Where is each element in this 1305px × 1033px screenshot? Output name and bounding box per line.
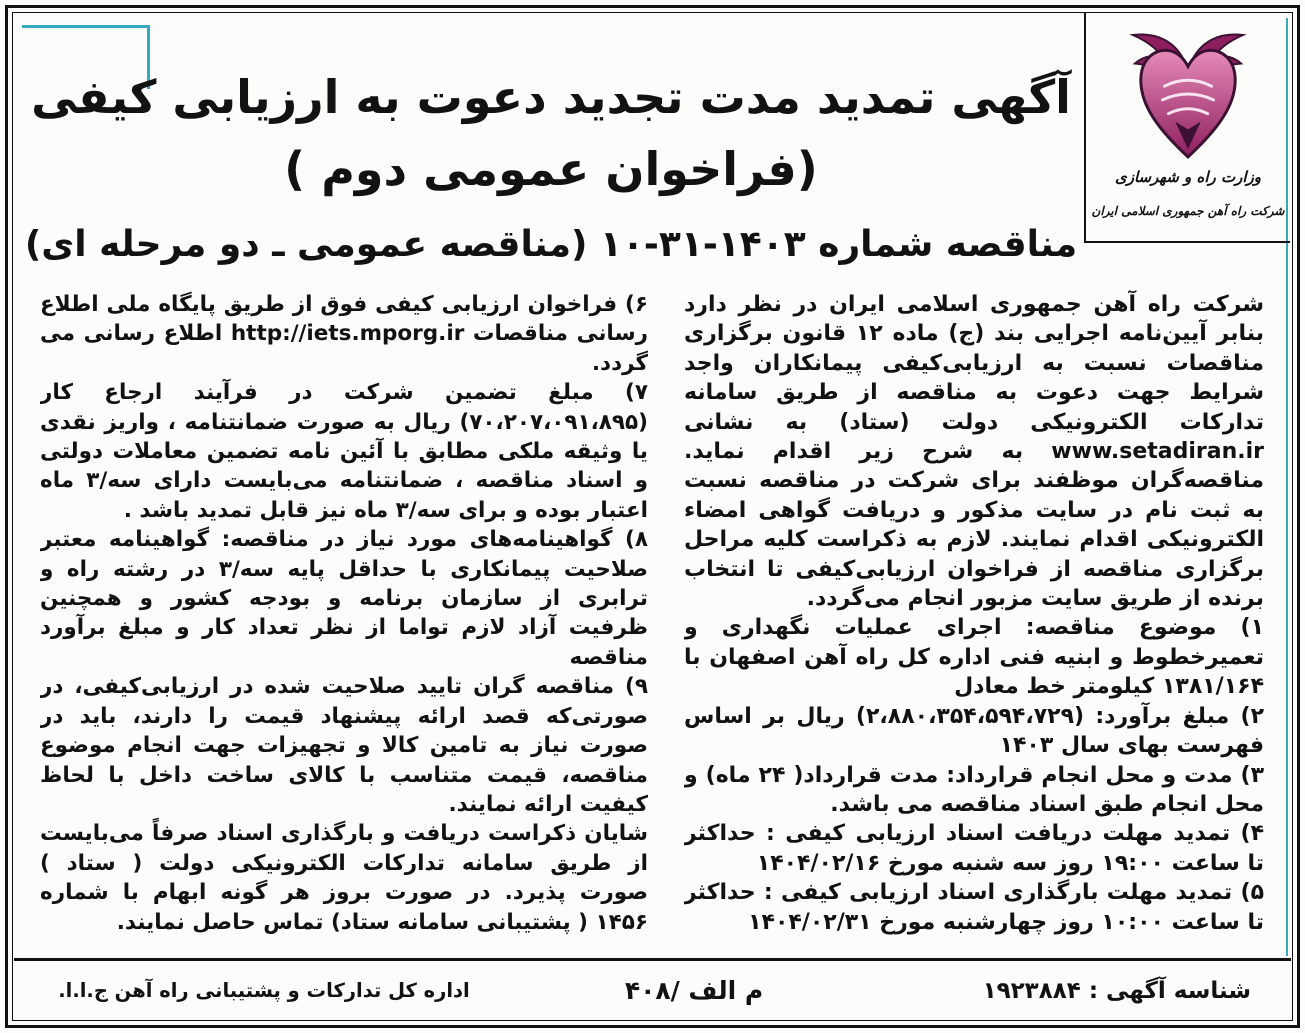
railway-emblem-icon (1129, 27, 1247, 165)
page-title: آگهی تمدید مدت تجدید دعوت به ارزیابی کیفی (31, 70, 1071, 124)
item-5: ۵) تمدید مهلت بارگذاری اسناد ارزیابی کیفی : حداکثر تا ساعت ۱۰:۰۰ روز چهارشنبه مورخ ۱۴۰۴/۰۲/۳۱ (684, 880, 1264, 935)
item-2: ۲) مبلغ برآورد: (۲،۸۸۰،۳۵۴،۵۹۴،۷۲۹) ریال بر اساس فهرست بهای سال ۱۴۰۳ (684, 703, 1264, 759)
item-1: ۱) موضوع مناقصه: اجرای عملیات نگهداری و تعمیرخطوط و ابنیه فنی اداره کل راه آهن اصفهان با ۱۳۸۱/۱۶۴ کیلومتر خط معادل (684, 615, 1264, 700)
left-column (40, 290, 648, 954)
tender-number-title: مناقصه شماره ۱۴۰۳-۳۱-۱۰ (مناقصه عمومی ـ دو مرحله ای) (24, 224, 1078, 265)
closing-paragraph: شایان ذکراست دریافت و بارگذاری اسناد صرفاً می‌بایست از طریق سامانه تدارکات الکترونیکی دولت ( ستاد ) صورت پذیرد. در صورت بروز هر گونه ابهام با شماره ۱۴۵۶ ( پشتیبانی سامانه ستاد) تماس حاصل نمایند. (40, 821, 648, 935)
ad-reference: م الف /۴۰۸ (624, 976, 764, 1005)
item-4: ۴) تمدید مهلت دریافت اسناد ارزیابی کیفی : حداکثر تا ساعت ۱۹:۰۰ روز سه شنبه مورخ ۱۴۰۴/۰۲/۱۶ (684, 821, 1264, 876)
logo-block (1084, 13, 1290, 243)
intro-paragraph: شرکت راه آهن جمهوری اسلامی ایران در نظر دارد بنابر آیین‌نامه اجرایی بند (ج) ماده ۱۲ قانون برگزاری مناقصات نسبت به ارزیابی‌کیفی پیمانکاران واجد شرایط جهت دعوت به مناقصه از طریق سامانه تدارکات الکترونیکی دولت (ستاد) به نشانی www.setadiran.ir به شرح زیر اقدام نماید. مناقصه‌گران موظفند برای شرکت در مناقصه نسبت به ثبت نام در سایت مذکور و دریافت گواهی امضاء الکترونیکی اقدام نمایند. لازم به ذکراست کلیه مراحل برگزاری مناقصه از فراخوان ارزیابی‌کیفی تا انتخاب برنده از طریق سایت مزبور انجام می‌گردد. (684, 292, 1264, 612)
page-subtitle: (فراخوان عمومی دوم ) (284, 142, 818, 196)
footer (14, 958, 1291, 1018)
item-9: ۹) مناقصه گران تایید صلاحیت شده در ارزیابی‌کیفی، در صورتی‌که قصد ارائه پیشنهاد قیمت را دارند، باید در صورت نیاز به تامین کالا و تجهیزات جهت انجام موضوع مناقصه، قیمت متناسب با کالای ساخت داخل با لحاظ کیفیت ارائه نمایند. (40, 674, 648, 817)
right-column (684, 290, 1264, 954)
item-6: ۶) فراخوان ارزیابی کیفی فوق از طریق پایگاه ملی اطلاع رسانی مناقصات http://iets.mporg.ir اطلاع رسانی می گردد. (40, 292, 648, 376)
ad-id: شناسه آگهی : ۱۹۲۳۸۸۴ (982, 978, 1251, 1004)
item-3: ۳) مدت و محل انجام قرارداد: مدت قرارداد( ۲۴ ماه) و محل انجام طبق اسناد مناقصه می باشد. (684, 762, 1264, 817)
company-name: شرکت راه آهن جمهوری اسلامی ایران (1091, 204, 1285, 218)
item-7: ۷) مبلغ تضمین شرکت در فرآیند ارجاع کار (۷۰،۲۰۷،۰۹۱،۸۹۵) ریال به صورت ضمانتنامه ، واریز نقدی یا وثیقه ملکی مطابق با آئین نامه تضمین معاملات دولتی و اسناد مناقصه ، ضمانتنامه می‌بایست دارای سه/۳ ماه اعتبار بوده و برای سه/۳ ماه نیز قابل تمدید باشد . (40, 380, 648, 523)
ministry-name: وزارت راه و شهرسازی (1114, 168, 1262, 186)
item-8: ۸) گواهینامه‌های مورد نیاز در مناقصه: گواهینامه معتبر صلاحیت پیمانکاری با حداقل پایه سه/۳ در رشته راه و ترابری از سازمان برنامه و بودجه کشور و همچنین ظرفیت آزاد لازم تواما از نظر تعداد کار و مبلغ برآورد مناقصه (40, 527, 648, 670)
issuing-department: اداره کل تدارکات و پشتیبانی راه آهن ج.ا.ا. (58, 979, 470, 1002)
